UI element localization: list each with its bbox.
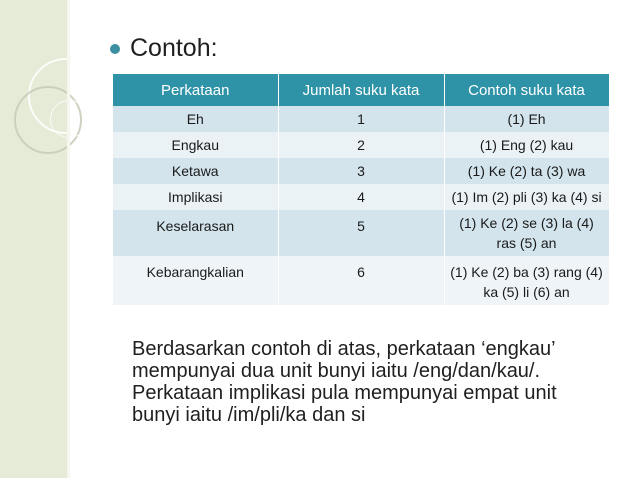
cell-example: (1) Ke (2) ta (3) wa [444,158,609,184]
table-row [113,106,609,132]
header-contoh: Contoh suku kata [444,74,609,106]
heading-row [110,34,218,63]
cell-example: (1) Im (2) pli (3) ka (4) si [444,184,609,210]
cell-word: Eh [113,106,278,132]
table-row [113,132,609,158]
body-paragraph: Berdasarkan contoh di atas, perkataan ‘engkau’ mempunyai dua unit bunyi iaitu /eng/dan/kau/. Perkataan implikasi pula mempunyai empat unit bunyi iaitu /im/pli/ka dan si [132,338,563,426]
cell-word: Ketawa [113,158,278,184]
cell-example: (1) Ke (2) ba (3) rang (4) ka (5) li (6) an [444,256,609,305]
table-row [113,184,609,210]
header-jumlah: Jumlah suku kata [278,74,444,106]
cell-count: 3 [278,158,444,184]
bullet-icon [110,44,120,54]
cell-example: (1) Eh [444,106,609,132]
cell-count: 1 [278,106,444,132]
syllable-table [113,74,610,305]
cell-word: Kebarangkalian [113,256,278,305]
side-decoration [0,0,70,478]
cell-word: Engkau [113,132,278,158]
decor-circle [50,100,88,138]
cell-example: (1) Ke (2) se (3) la (4) ras (5) an [444,210,609,256]
table-row [113,210,609,256]
table-row [113,256,609,305]
cell-count: 5 [278,210,444,256]
slide-heading: Contoh: [130,34,218,62]
cell-word: Implikasi [113,184,278,210]
table-header-row [113,74,609,106]
cell-count: 6 [278,256,444,305]
cell-word: Keselarasan [113,210,278,256]
cell-count: 2 [278,132,444,158]
cell-example: (1) Eng (2) kau [444,132,609,158]
table-row [113,158,609,184]
cell-count: 4 [278,184,444,210]
header-perkataan: Perkataan [113,74,278,106]
